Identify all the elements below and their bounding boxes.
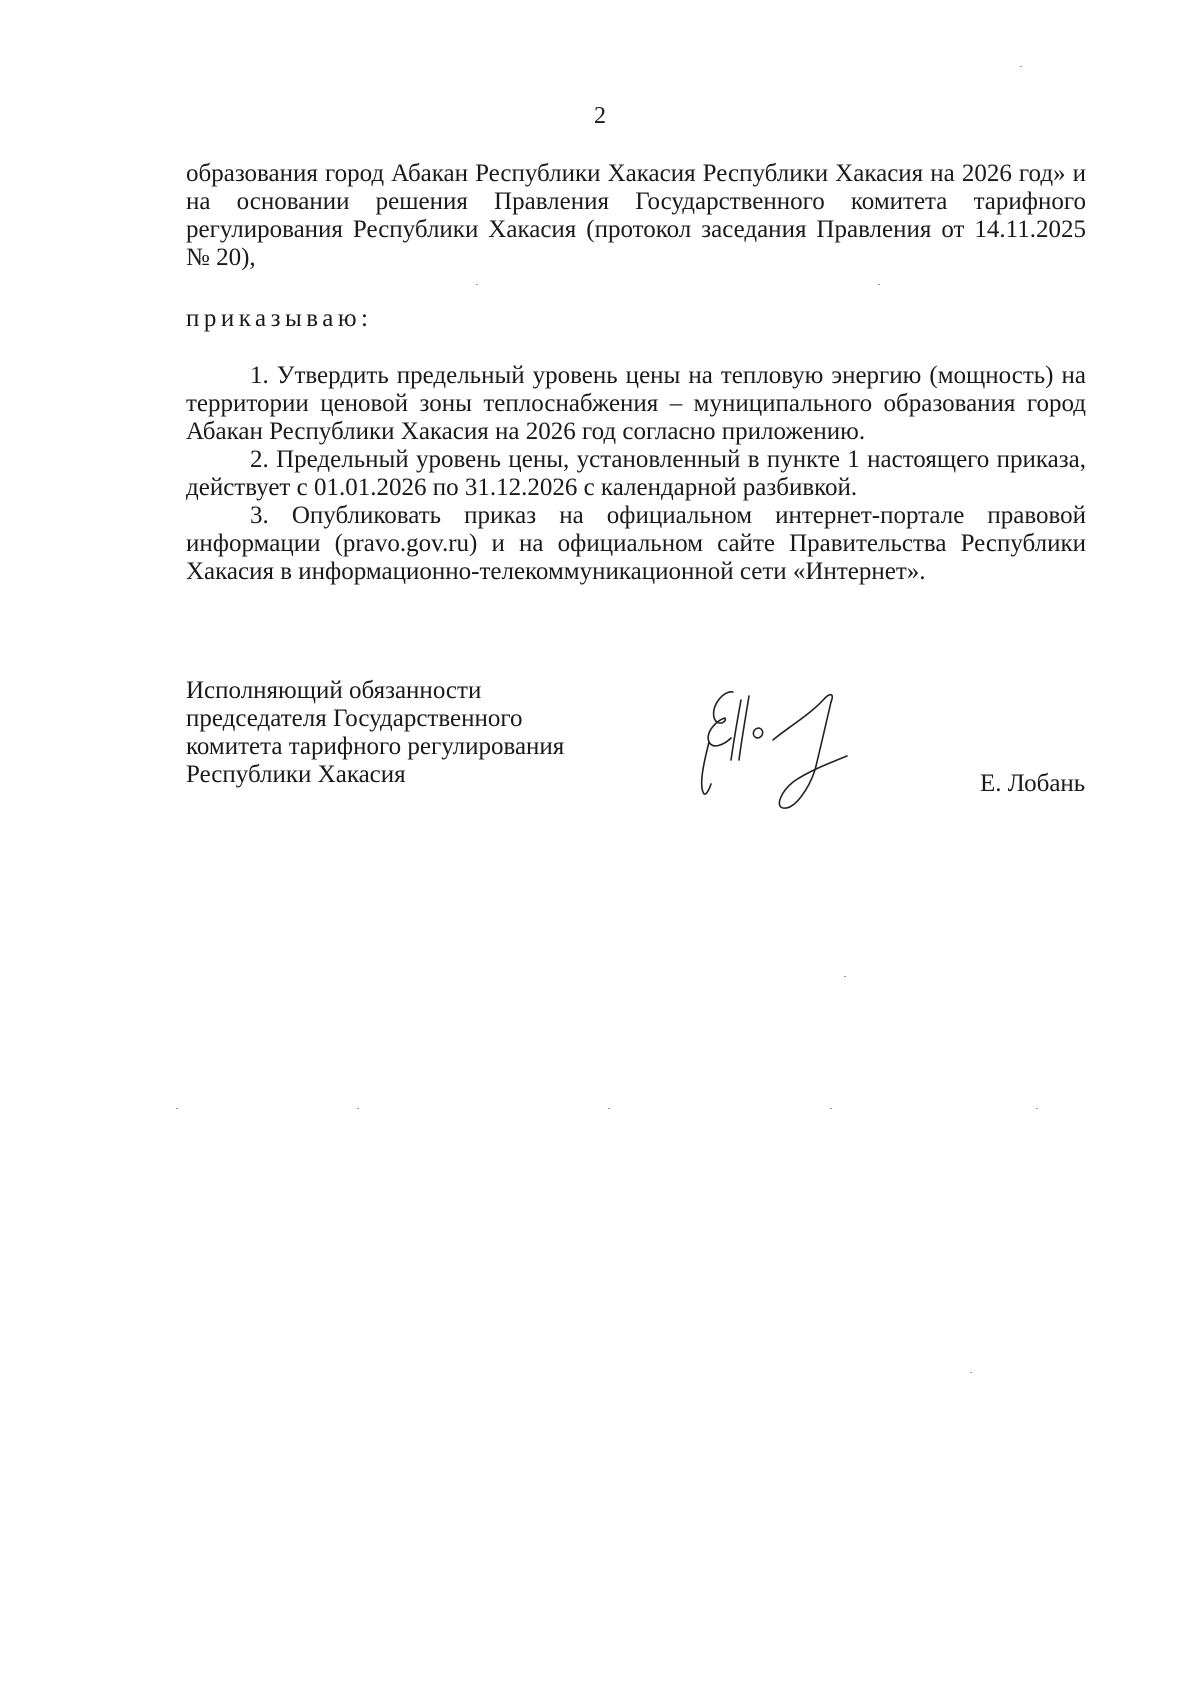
scan-speck [357,1108,359,1109]
signer-title-line: комитета тарифного регулирования [186,733,565,760]
signer-title-line: председателя Государственного [186,705,523,732]
signer-title [186,677,606,789]
page-number: 2 [594,103,606,129]
signer-name: Е. Лобань [980,770,1086,797]
scan-speck [970,1372,972,1373]
scan-speck [844,976,846,977]
order-items [186,362,1086,586]
order-item-1: 1. Утвердить предельный уровень цены на тепловую энергию (мощность) на территории ценовой зоны теплоснабжения – муниципального образования город Абакан Республики Хакасия на 2026 год согласно приложению. [186,362,1086,445]
signer-title-line: Республики Хакасия [186,761,406,788]
intro-paragraph-block [186,160,1086,272]
signer-title-line: Исполняющий обязанности [186,677,482,704]
scan-speck [830,1108,832,1109]
handwritten-signature [695,680,895,825]
scan-speck [1020,66,1022,67]
scan-speck [608,1108,610,1109]
scan-speck [176,1108,178,1109]
scan-speck [476,284,478,285]
order-item-2: 2. Предельный уровень цены, установленный в пункте 1 настоящего приказа, действует с 01.01.2026 по 31.12.2026 с календарной разбивкой. [186,446,1086,501]
intro-paragraph: образования город Абакан Республики Хакасия Республики Хакасия на 2026 год» и на основании решения Правления Государственного комитета тарифного регулирования Республики Хакасия (протокол заседания Правления от 14.11.2025 № 20), [186,160,1086,271]
order-word: приказываю: [186,305,373,332]
scan-speck [1036,1108,1038,1109]
scan-speck [878,284,880,285]
order-item-3: 3. Опубликовать приказ на официальном интернет-портале правовой информации (pravo.gov.ru) и на официальном сайте Правительства Республики Хакасия в информационно-телекоммуникационной сети «Интернет». [186,502,1086,585]
